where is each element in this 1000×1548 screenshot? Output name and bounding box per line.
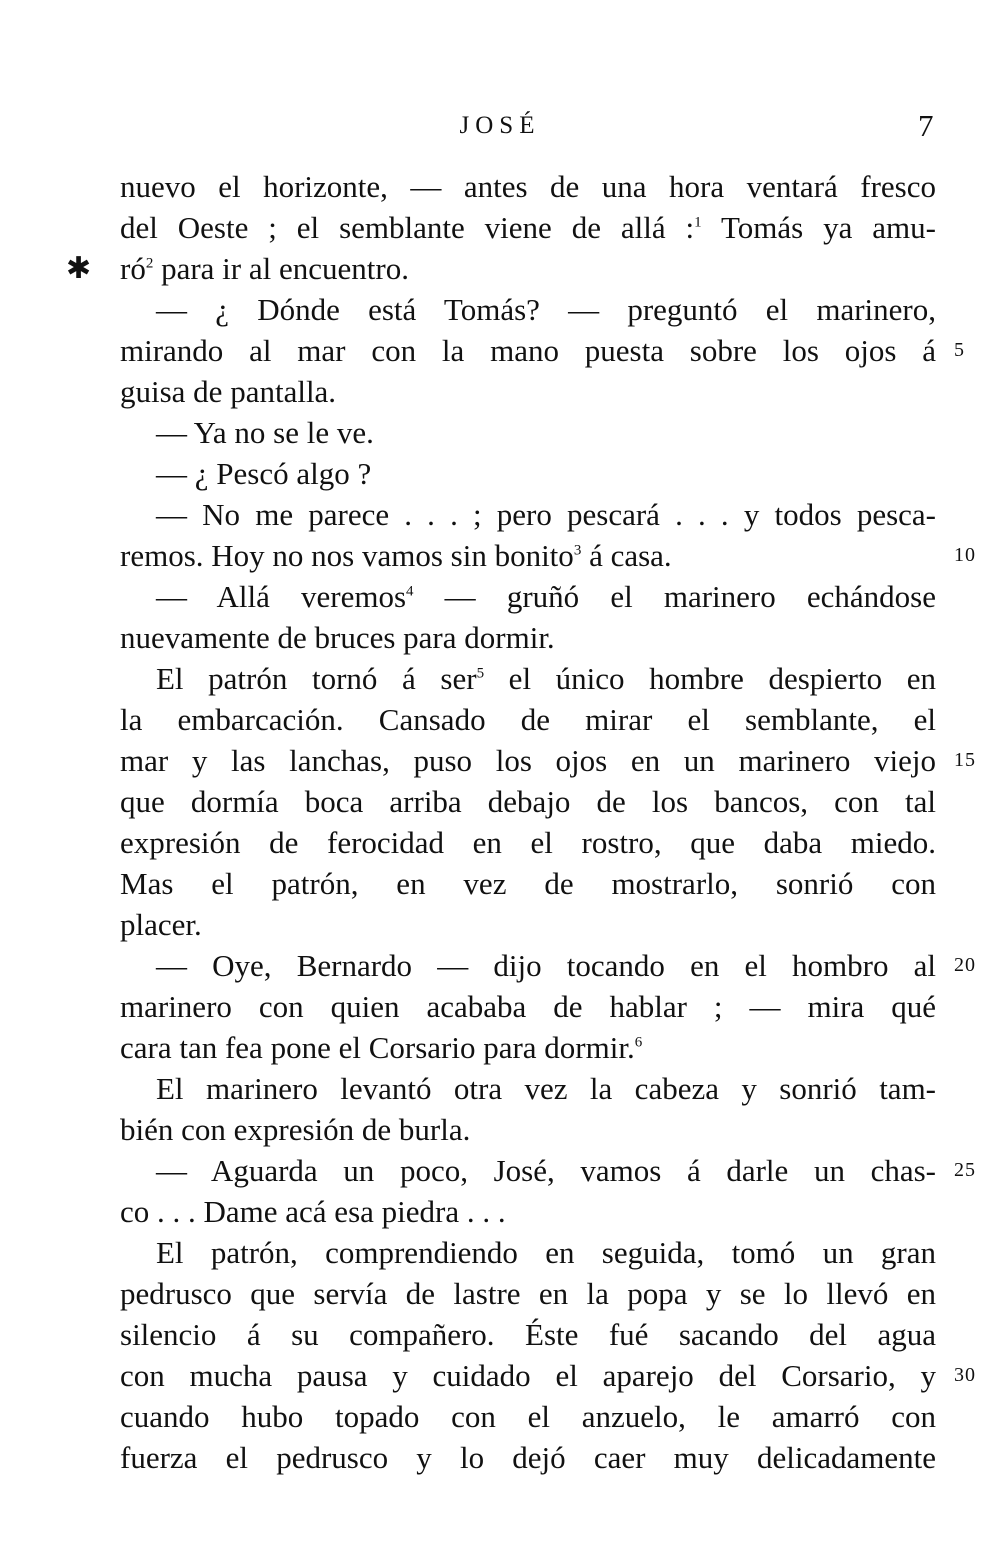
line-text	[120, 1440, 936, 1475]
line-text	[156, 1235, 936, 1270]
line-text	[120, 1358, 936, 1393]
text-segment: que dormía boca arriba debajo de los bancos, con tal	[120, 784, 936, 819]
text-line	[120, 822, 936, 863]
line-text	[120, 169, 936, 204]
text-line	[120, 699, 936, 740]
text-line	[120, 330, 965, 371]
text-segment: cara tan fea pone el Corsario para dormir.	[120, 1030, 635, 1065]
line-text	[156, 1153, 936, 1188]
text-segment: remos. Hoy no nos vamos sin bonito	[120, 538, 574, 573]
footnote-marker: 1	[694, 214, 702, 231]
text-segment: marinero con quien acababa de hablar ; — mira qué	[120, 989, 936, 1024]
footnote-marker: 4	[406, 583, 414, 600]
text-segment: mar y las lanchas, puso los ojos en un marinero viejo	[120, 743, 936, 778]
line-text	[120, 1399, 936, 1434]
text-line	[120, 1355, 976, 1396]
line-text	[120, 1030, 642, 1065]
line-number: 30	[954, 1364, 976, 1386]
line-text	[120, 374, 336, 409]
text-segment: á casa.	[581, 538, 672, 573]
text-line	[120, 453, 936, 494]
line-number: 20	[954, 954, 976, 976]
text-line	[120, 207, 936, 248]
text-segment: pedrusco que servía de lastre en la popa y se lo llevó en	[120, 1276, 936, 1311]
text-line	[120, 1314, 936, 1355]
footnote-marker: 2	[145, 255, 154, 272]
line-text	[120, 1112, 470, 1147]
text-line	[120, 1109, 936, 1150]
line-text	[120, 825, 936, 860]
text-segment: cuando hubo topado con el anzuelo, le amarró con	[120, 1399, 936, 1434]
text-line	[120, 1396, 936, 1437]
text-body	[66, 166, 976, 1478]
line-number: 10	[954, 544, 976, 566]
line-text	[120, 784, 936, 819]
text-line	[120, 1437, 936, 1478]
text-segment: Mas el patrón, en vez de mostrarlo, sonrió con	[120, 866, 936, 901]
text-line	[120, 781, 936, 822]
line-text	[156, 497, 936, 532]
line-text	[120, 538, 672, 573]
text-segment: — No me parece . . . ; pero pescará . . . y todos pesca-	[156, 497, 936, 532]
line-text	[120, 743, 936, 778]
text-segment: bién con expresión de burla.	[120, 1112, 471, 1147]
line-text	[120, 866, 936, 901]
text-line	[120, 863, 936, 904]
text-segment: nuevamente de bruces para dormir.	[120, 620, 555, 655]
line-number: 15	[954, 749, 976, 771]
text-line	[120, 740, 976, 781]
text-segment: — ¿ Pescó algo ?	[156, 456, 372, 491]
line-text	[120, 989, 936, 1024]
text-line	[120, 1027, 936, 1068]
text-line	[120, 1191, 936, 1232]
footnote-marker: 5	[476, 665, 485, 682]
line-text	[156, 292, 936, 327]
text-segment: mirando al mar con la mano puesta sobre los ojos á	[120, 333, 936, 368]
text-segment: — ¿ Dónde está Tomás? — preguntó el marinero,	[156, 292, 936, 327]
line-text	[120, 210, 936, 245]
text-segment: con mucha pausa y cuidado el aparejo del Corsario, y	[120, 1358, 936, 1393]
text-segment: el único hombre despierto en	[484, 661, 936, 696]
text-segment: para ir al encuentro.	[153, 251, 409, 286]
line-text	[156, 456, 371, 491]
text-segment: fuerza el pedrusco y lo dejó caer muy delicadamente	[120, 1440, 936, 1475]
header-title: JOSÉ	[459, 112, 541, 139]
margin-asterisk-mark: ✱	[66, 252, 92, 285]
line-text	[156, 661, 936, 696]
page-number: 7	[918, 108, 934, 143]
text-line	[120, 617, 936, 658]
text-segment: — Ya no se le ve.	[156, 415, 374, 450]
text-segment: El patrón, comprendiendo en seguida, tomó un gran	[156, 1235, 936, 1270]
line-number: 5	[954, 339, 965, 361]
line-text	[120, 333, 936, 368]
text-line	[120, 1068, 936, 1109]
text-segment: expresión de ferocidad en el rostro, que daba miedo.	[120, 825, 936, 860]
text-line	[120, 371, 936, 412]
text-line	[120, 576, 936, 617]
footnote-marker: 3	[573, 542, 582, 559]
line-text	[120, 1276, 936, 1311]
text-segment: Tomás ya amu-	[701, 210, 936, 245]
text-line	[66, 248, 936, 289]
text-line	[120, 494, 936, 535]
text-line	[120, 412, 936, 453]
line-number: 25	[954, 1159, 976, 1181]
text-line	[120, 1150, 976, 1191]
text-line	[120, 1232, 936, 1273]
text-line	[120, 658, 936, 699]
text-segment: nuevo el horizonte, — antes de una hora ventará fresco	[120, 169, 936, 204]
text-segment: — Oye, Bernardo — dijo tocando en el hombro al	[156, 948, 936, 983]
text-segment: la embarcación. Cansado de mirar el semblante, el	[120, 702, 936, 737]
text-segment: silencio á su compañero. Éste fué sacando del agua	[120, 1317, 936, 1352]
line-text	[120, 702, 936, 737]
text-line	[120, 1273, 936, 1314]
line-text	[120, 620, 555, 655]
line-text	[156, 415, 374, 450]
text-segment: ró	[120, 251, 146, 286]
text-segment: del Oeste ; el semblante viene de allá :	[120, 210, 695, 245]
text-line	[120, 535, 976, 576]
text-segment: placer.	[120, 907, 202, 942]
line-text	[120, 251, 409, 286]
line-text	[156, 948, 936, 983]
line-text	[120, 907, 202, 942]
line-text	[156, 1071, 936, 1106]
text-segment: El marinero levantó otra vez la cabeza y sonrió tam-	[156, 1071, 936, 1106]
text-line	[120, 986, 936, 1027]
text-segment: El patrón tornó á ser	[156, 661, 477, 696]
text-line	[120, 904, 936, 945]
text-segment: — Aguarda un poco, José, vamos á darle un chas-	[156, 1153, 936, 1188]
text-segment: co . . . Dame acá esa piedra . . .	[120, 1194, 506, 1229]
line-text	[120, 1317, 936, 1352]
line-text	[156, 579, 936, 614]
text-segment: guisa de pantalla.	[120, 374, 337, 409]
line-text	[120, 1194, 506, 1229]
text-line	[120, 166, 936, 207]
footnote-marker: 6	[634, 1034, 643, 1051]
text-line	[120, 945, 976, 986]
text-segment: — Allá veremos	[156, 579, 407, 614]
text-segment: — gruñó el marinero echándose	[413, 579, 937, 614]
text-line	[120, 289, 936, 330]
